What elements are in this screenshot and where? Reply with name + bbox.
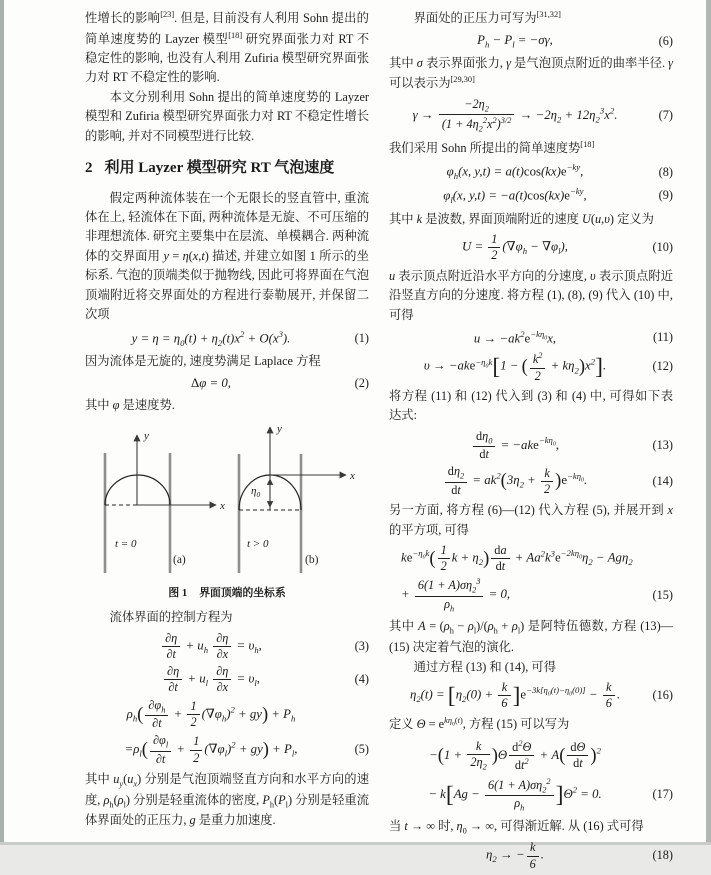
equation-17-line1: −(1 + $\frac{k}{2\eta_2}$ )Θ $\frac{d^2\Theta}{dt^2}$ + A( $\frac{d\Theta}{dt}$ )$^2$ xyxy=(429,738,601,773)
equation-13: $\frac{d\eta_0}{dt}$ = −ake$^{-k\eta_0}$, (13) xyxy=(389,430,673,462)
paragraph: 性增长的影响[23]. 但是, 目前没有人利用 Sohn 提出的简单速度势的 Layzer 模型[18] 研究界面张力对 RT 不稳定性的影响, 也没有人利用 Zufiria 模型研究界面张力对 RT 不稳定性的影响. xyxy=(85,10,369,85)
equation-number: (6) xyxy=(658,33,673,48)
equation-number: (8) xyxy=(658,164,673,179)
equation-3: $\frac{\partial\eta}{\partial t}$ + $u_h$ $\frac{\partial\eta}{\partial x}$ = $\upsilon_h$, (3) xyxy=(85,632,369,662)
equation-number: (7) xyxy=(658,108,673,123)
equation-number: (12) xyxy=(652,359,673,374)
paragraph: 因为流体是无旋的, 速度势满足 Laplace 方程 xyxy=(85,354,321,369)
equation-11: $u \to -ak^2e^{-k\eta_0}x$, (11) xyxy=(473,328,673,346)
section-title: 利用 Layzer 模型研究 RT 气泡速度 xyxy=(104,160,335,177)
equation-1: $y = \eta = \eta_0(t) + \eta_2(t)x^2 + O(x^3)$. (1) xyxy=(131,328,369,348)
equation-number: (11) xyxy=(652,330,673,345)
right-column xyxy=(389,8,673,875)
section-heading xyxy=(85,159,369,179)
equation-number: (3) xyxy=(354,638,369,653)
equation-number: (4) xyxy=(354,672,369,687)
paragraph: 通过方程 (13) 和 (14), 可得 xyxy=(413,659,557,674)
paragraph: 将方程 (11) 和 (12) 代入到 (3) 和 (4) 中, 可得如下表达式: xyxy=(389,388,673,423)
equation-12: υ → −ake$^{-\eta_0k}$[1 − ( $\frac{k^2}{2}$ + $k\eta_2)x^2$]. (12) xyxy=(423,351,673,383)
figure-caption-text: 界面顶端的坐标系 xyxy=(199,587,286,600)
equation-number: (17) xyxy=(652,787,673,802)
equation-15-line2: + $\frac{6(1 + A)\sigma\eta_2^3}{\rho_h}$ = 0, (15) xyxy=(401,577,673,614)
equation-18: $\eta_2$ → − $\frac{k}{6}$ . (18) xyxy=(486,840,673,871)
paragraph: 我们采用 Sohn 所提出的简单速度势[18] xyxy=(389,139,595,155)
paragraph: 其中 σ 表示界面张力, γ 是气泡顶点附近的曲率半径. γ 可以表示为[29,30] xyxy=(389,55,673,91)
paragraph: 当 t → ∞ 时, $\eta_0$ → ∞, 可得渐近解. 从 (16) 式可得 xyxy=(389,818,644,836)
y-axis-label: y xyxy=(277,423,282,436)
panel-tag-a: (a) xyxy=(173,554,186,567)
paragraph: 另一方面, 将方程 (6)—(12) 代入方程 (5), 并展开到 x 的平方项, 可得 xyxy=(389,503,673,537)
paragraph: 本文分别利用 Sohn 提出的简单速度势的 Layzer 模型和 Zufiria 模型研究界面张力对 RT 不稳定性增长的影响, 并对不同模型进行比较. xyxy=(85,89,369,143)
paragraph: 定义 $\Theta = e^{k\eta_0(t)}$, 方程 (15) 可以写为 xyxy=(389,716,570,732)
paragraph: 其中 $A = (\rho_h - \rho_l)/(\rho_h + \rho_l)$ 是阿特伍德数, 方程 (13)—(15) 决定着气泡的演化. xyxy=(389,619,673,655)
figure-1-drawing xyxy=(87,423,367,581)
left-column xyxy=(85,8,369,831)
scan-edge-left xyxy=(0,0,4,845)
figure-1 xyxy=(85,423,369,602)
paragraph: 界面处的正压力可写为[31,32] xyxy=(413,10,561,26)
equation-9: $\varphi_l(x$, $y,t) = -a(t)\cos(kx)e^{-ky}$, (9) xyxy=(443,186,673,205)
paragraph: 其中 φ 是速度势. xyxy=(85,397,175,412)
equation-number: (5) xyxy=(354,742,369,757)
equation-number: (18) xyxy=(652,848,673,863)
x-axis-label: x xyxy=(220,500,225,513)
equation-number: (16) xyxy=(652,688,673,703)
paragraph: 流体界面的控制方程为 xyxy=(109,610,233,625)
equation-number: (13) xyxy=(652,437,673,452)
time-label-b: t > 0 xyxy=(247,538,269,551)
time-label-a: t = 0 xyxy=(115,538,137,551)
equation-6: $P_h - P_l = -\sigma\gamma$, (6) xyxy=(477,32,673,50)
equation-number: (9) xyxy=(658,188,673,203)
equation-14: $\frac{d\eta_2}{dt}$ = $ak^2(3\eta_2$ + $\frac{k}{2}$ )$e^{-k\eta_0}$. (14) xyxy=(389,465,673,497)
y-axis-label: y xyxy=(144,430,149,443)
equation-number: (15) xyxy=(652,587,673,602)
equation-17-line2: − k[Ag − $\frac{6(1 + A)\sigma\eta_2^2}{\rho_h}$ ]$\Theta^2 = 0$. (17) xyxy=(428,776,673,813)
equation-8: $\varphi_h(x$, $y,t) = a(t)\cos(kx)e^{-ky}$, (8) xyxy=(446,162,673,182)
panel-tag-b: (b) xyxy=(305,554,319,567)
scan-edge-right xyxy=(706,0,711,845)
equation-number: (14) xyxy=(652,473,673,488)
paragraph: u 表示顶点附近沿水平方向的分速度, υ 表示顶点附近沿竖直方向的分速度. 将方程 (1), (8), (9) 代入 (10) 中, 可得 xyxy=(389,268,673,322)
equation-2: Δφ = 0, (2) xyxy=(191,375,369,391)
equation-number: (10) xyxy=(652,240,673,255)
paragraph: 假定两种流体装在一个无限长的竖直管中, 重流体在上, 轻流体在下面, 两种流体是无旋、不可压缩的非理想流体. 研究主要集中在层流、单模耦合. 两种流体的交界面用 y = η(x,t) 描述, 并建立如图 1 所示的坐标系. 气泡的顶端类似于抛物线, 因此可将界面在气泡顶端附近将交界面处的方程进行泰勒展开, 并保留二次项 xyxy=(85,190,369,322)
figure-caption-label: 图 1 xyxy=(168,587,188,600)
equation-7: γ → $\frac{-2\eta_2}{(1 + 4\eta_2^2x^2)^{3/2}}$ → $-2\eta_2 + 12\eta_2^3x^2$. (7) xyxy=(412,96,673,134)
equation-number: (2) xyxy=(354,376,369,391)
section-number: 2 xyxy=(85,160,93,177)
equation-5-line1: $\rho_h$( $\frac{\partial\varphi_h}{\partial t}$ + $\frac{1}{2}$ $(\nabla\varphi_h)^2 + gy) + P_h$ xyxy=(126,697,296,731)
equation-16: $\eta_2(t) = [\eta_2(0)$ + $\frac{k}{6}$ ]$e^{-3k[\eta_0(t)-\eta_0(0)]}$ − $\frac{k}{6}$ . (16) xyxy=(409,679,673,711)
paragraph: 其中 k 是波数, 界面顶端附近的速度 U(u,υ) 定义为 xyxy=(389,211,654,226)
figure-panel-a xyxy=(105,430,225,573)
equation-15-line1: $ke^{-\eta_0k}$( $\frac{1}{2}$ $k + \eta_2$) $\frac{da}{dt}$ + $Aa^2k^3e^{-2k\eta_0}\eta_2 - Ag\eta_2$ xyxy=(401,542,633,574)
equation-5-line2: $=\rho_l$( $\frac{\partial\varphi_l}{\partial t}$ + $\frac{1}{2}$ $(\nabla\varphi_l)^2 + gy) + P_l$, (5) xyxy=(124,733,369,766)
figure-caption xyxy=(85,585,369,602)
eta0-label: $\eta_0$ xyxy=(251,485,261,500)
paragraph: 其中 $u_y(u_x)$ 分别是气泡顶端竖直方向和水平方向的速度, $\rho_h(\rho_l)$ 分别是轻重流体的密度, $P_h(P_l)$ 分别是轻重流体界面处的正压力, g 是重力加速度. xyxy=(85,772,369,828)
equation-10: U = $\frac{1}{2}$ $(\nabla\varphi_h - \nabla\varphi_l)$, (10) xyxy=(462,232,673,263)
x-axis-label: x xyxy=(350,470,355,483)
equation-4: $\frac{\partial\eta}{\partial t}$ + $u_l$ $\frac{\partial\eta}{\partial x}$ = $\upsilon_l$, (4) xyxy=(85,665,369,695)
equation-number: (1) xyxy=(354,330,369,345)
